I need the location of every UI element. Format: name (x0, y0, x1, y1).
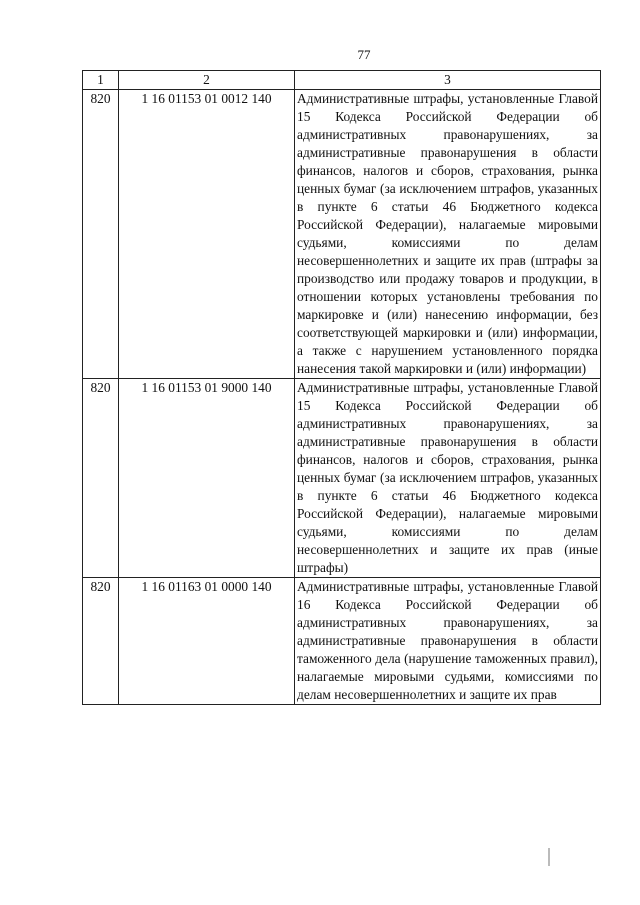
description-cell: Административные штрафы, установленные Главой 15 Кодекса Российской Федерации об административных правонарушениях, за административные правонарушения в области финансов, налогов и сборов, страхования, рынка ценных бумаг (за исключением штрафов, указанных в пункте 6 статьи 46 Бюджетного кодекса Российской Федерации), налагаемые мировыми судьями, комиссиями по делам несовершеннолетних и защите их прав (штрафы за производство или продажу товаров и продукции, в отношении которых установлены требования по маркировке и (или) нанесению информации, без соответствующей маркировки и (или) информации, а также с нарушением установленного порядка нанесения такой маркировки и (или) информации) (295, 90, 601, 379)
kbk-code-cell: 1 16 01153 01 0012 140 (119, 90, 295, 379)
kbk-code-cell: 1 16 01153 01 9000 140 (119, 379, 295, 578)
column-header-2: 2 (119, 71, 295, 90)
table-row (83, 578, 601, 705)
scan-margin-mark (548, 848, 550, 866)
table-row (83, 379, 601, 578)
column-header-1: 1 (83, 71, 119, 90)
table-header-row (83, 71, 601, 90)
kbk-code-cell: 1 16 01163 01 0000 140 (119, 578, 295, 705)
description-cell: Административные штрафы, установленные Главой 16 Кодекса Российской Федерации об административных правонарушениях, за административные правонарушения в области таможенного дела (нарушение таможенных правил), налагаемые мировыми судьями, комиссиями по делам несовершеннолетних и защите их прав (295, 578, 601, 705)
description-cell: Административные штрафы, установленные Главой 15 Кодекса Российской Федерации об административных правонарушениях, за административные правонарушения в области финансов, налогов и сборов, страхования, рынка ценных бумаг (за исключением штрафов, указанных в пункте 6 статьи 46 Бюджетного кодекса Российской Федерации), налагаемые мировыми судьями, комиссиями по делам несовершеннолетних и защите их прав (иные штрафы) (295, 379, 601, 578)
page-number: 77 (357, 47, 371, 62)
admin-code-cell: 820 (83, 90, 119, 379)
table-row (83, 90, 601, 379)
admin-code-cell: 820 (83, 578, 119, 705)
admin-code-cell: 820 (83, 379, 119, 578)
column-header-3: 3 (295, 71, 601, 90)
budget-codes-table (82, 70, 601, 705)
